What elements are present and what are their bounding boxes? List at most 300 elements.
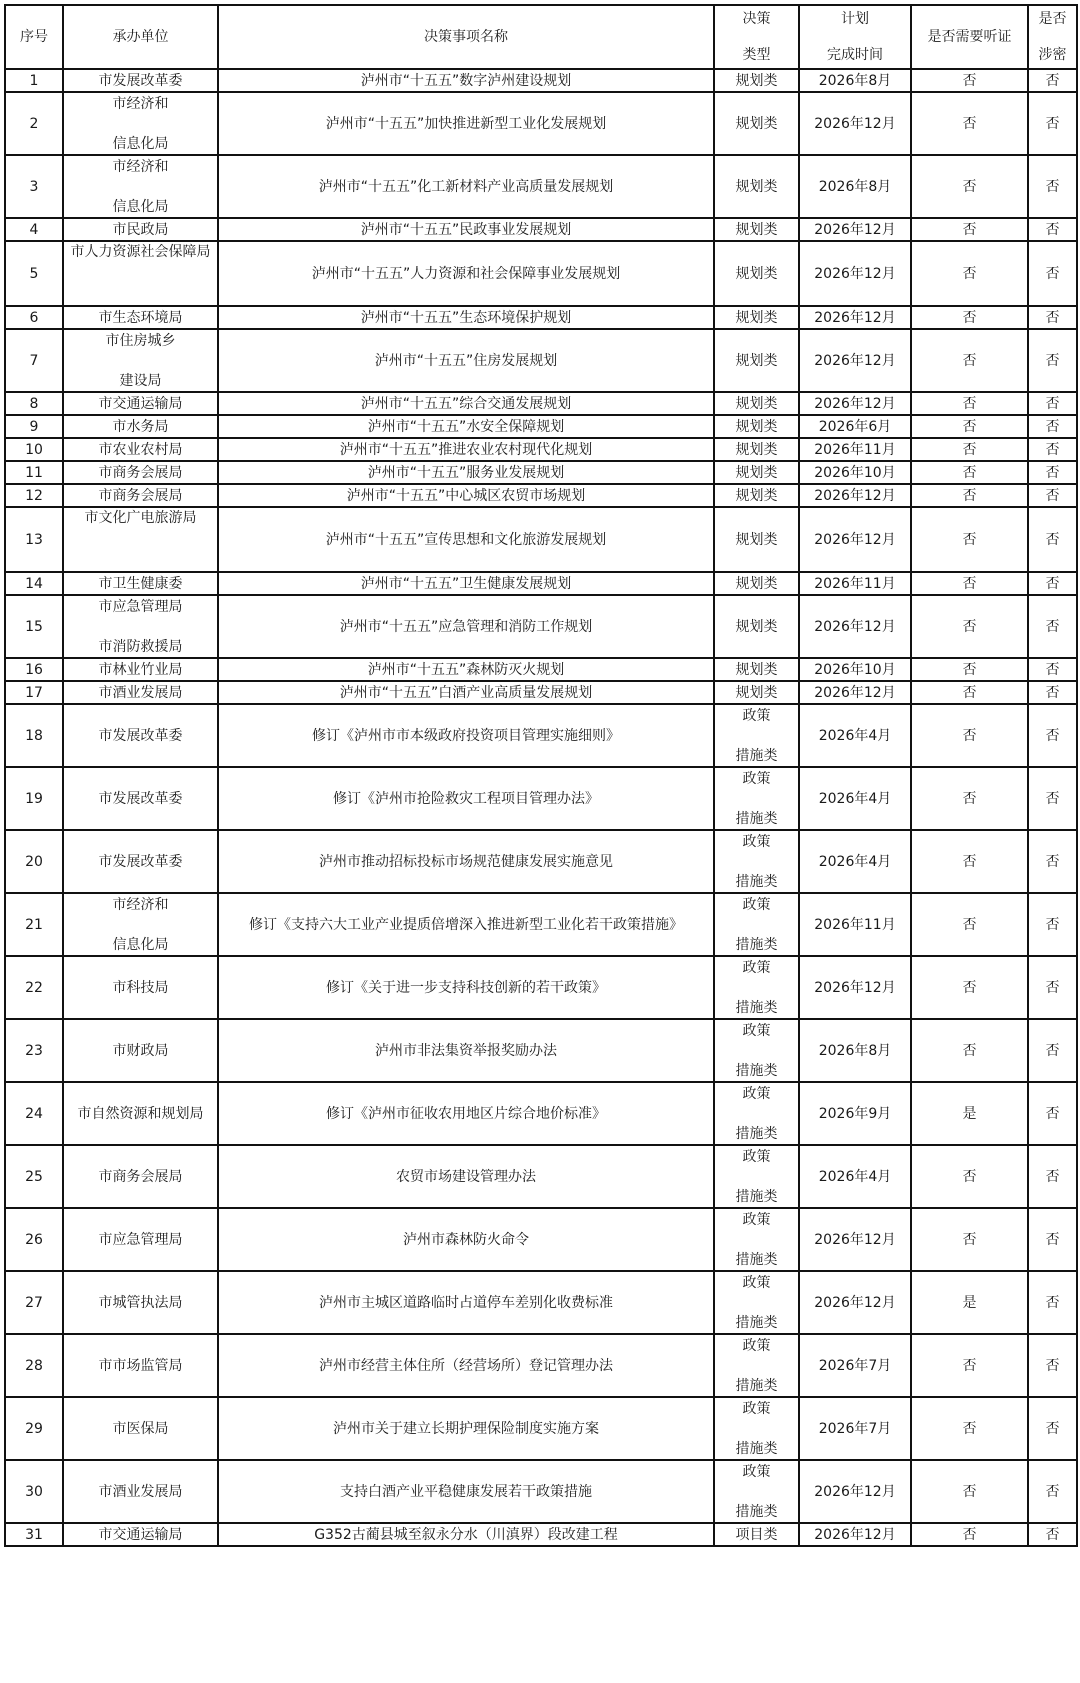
cell-type bbox=[714, 438, 799, 461]
cell-planned-date: 2026年12月 bbox=[799, 1460, 911, 1523]
type-line: 措施类 bbox=[735, 1314, 778, 1331]
cell-seq: 7 bbox=[5, 329, 63, 392]
type-line: 规划类 bbox=[735, 618, 778, 635]
unit-line: 市卫生健康委 bbox=[98, 575, 183, 592]
cell-unit bbox=[63, 461, 218, 484]
cell-seq: 12 bbox=[5, 484, 63, 507]
cell-decision-name: 农贸市场建设管理办法 bbox=[218, 1145, 714, 1208]
cell-type bbox=[714, 92, 799, 155]
cell-seq: 3 bbox=[5, 155, 63, 218]
cell-classified: 否 bbox=[1028, 830, 1077, 893]
cell-decision-name: 泸州市“十五五”住房发展规划 bbox=[218, 329, 714, 392]
cell-decision-name: 泸州市“十五五”中心城区农贸市场规划 bbox=[218, 484, 714, 507]
table-row bbox=[5, 1334, 1077, 1397]
cell-planned-date: 2026年12月 bbox=[799, 1523, 911, 1546]
type-line: 政策 bbox=[742, 1085, 771, 1102]
type-line: 规划类 bbox=[735, 115, 778, 132]
cell-seq: 18 bbox=[5, 704, 63, 767]
unit-line: 市消防救援局 bbox=[98, 638, 183, 655]
unit-line: 市农业农村局 bbox=[98, 441, 183, 458]
header-date-line2: 完成时间 bbox=[827, 47, 883, 63]
cell-hearing-required: 否 bbox=[911, 1334, 1028, 1397]
unit-line: 市经济和 bbox=[112, 95, 169, 112]
type-line: 政策 bbox=[742, 959, 771, 976]
cell-type bbox=[714, 507, 799, 572]
unit-line: 市林业竹业局 bbox=[98, 661, 183, 678]
cell-type bbox=[714, 1271, 799, 1334]
cell-classified: 否 bbox=[1028, 461, 1077, 484]
table-row bbox=[5, 1082, 1077, 1145]
type-line: 政策 bbox=[742, 1400, 771, 1417]
cell-seq: 16 bbox=[5, 658, 63, 681]
cell-hearing-required: 是 bbox=[911, 1271, 1028, 1334]
cell-hearing-required: 否 bbox=[911, 392, 1028, 415]
type-line: 政策 bbox=[742, 833, 771, 850]
type-line: 政策 bbox=[742, 1148, 771, 1165]
cell-planned-date: 2026年7月 bbox=[799, 1334, 911, 1397]
cell-hearing-required: 否 bbox=[911, 218, 1028, 241]
type-line: 措施类 bbox=[735, 747, 778, 764]
cell-classified: 否 bbox=[1028, 1397, 1077, 1460]
header-name: 决策事项名称 bbox=[218, 5, 714, 69]
cell-decision-name: 修订《泸州市征收农用地区片综合地价标准》 bbox=[218, 1082, 714, 1145]
cell-planned-date: 2026年12月 bbox=[799, 306, 911, 329]
type-line: 措施类 bbox=[735, 999, 778, 1016]
cell-decision-name: 泸州市“十五五”加快推进新型工业化发展规划 bbox=[218, 92, 714, 155]
unit-line: 市科技局 bbox=[112, 979, 169, 996]
type-line: 措施类 bbox=[735, 936, 778, 953]
table-body bbox=[5, 69, 1077, 1546]
cell-seq: 30 bbox=[5, 1460, 63, 1523]
type-line: 措施类 bbox=[735, 1503, 778, 1520]
table-row bbox=[5, 92, 1077, 155]
cell-classified: 否 bbox=[1028, 507, 1077, 572]
cell-type bbox=[714, 484, 799, 507]
cell-decision-name: 修订《关于进一步支持科技创新的若干政策》 bbox=[218, 956, 714, 1019]
cell-unit bbox=[63, 767, 218, 830]
type-line: 规划类 bbox=[735, 352, 778, 369]
cell-planned-date: 2026年8月 bbox=[799, 1019, 911, 1082]
cell-hearing-required: 否 bbox=[911, 830, 1028, 893]
cell-seq: 13 bbox=[5, 507, 63, 572]
cell-type bbox=[714, 1460, 799, 1523]
type-line: 规划类 bbox=[735, 441, 778, 458]
cell-unit bbox=[63, 241, 218, 306]
cell-seq: 10 bbox=[5, 438, 63, 461]
cell-type bbox=[714, 1208, 799, 1271]
unit-line: 市交通运输局 bbox=[98, 1526, 183, 1543]
cell-hearing-required: 否 bbox=[911, 415, 1028, 438]
unit-line: 市文化广电旅游局 bbox=[84, 510, 197, 526]
cell-classified: 否 bbox=[1028, 595, 1077, 658]
type-line: 规划类 bbox=[735, 309, 778, 326]
type-line: 规划类 bbox=[735, 418, 778, 435]
cell-seq: 24 bbox=[5, 1082, 63, 1145]
table-row bbox=[5, 704, 1077, 767]
cell-type bbox=[714, 767, 799, 830]
cell-hearing-required: 否 bbox=[911, 461, 1028, 484]
table-row bbox=[5, 306, 1077, 329]
cell-decision-name: G352古蔺县城至叙永分水（川滇界）段改建工程 bbox=[218, 1523, 714, 1546]
cell-hearing-required: 否 bbox=[911, 704, 1028, 767]
cell-seq: 22 bbox=[5, 956, 63, 1019]
unit-line: 信息化局 bbox=[112, 198, 169, 215]
cell-classified: 否 bbox=[1028, 1460, 1077, 1523]
unit-line: 市应急管理局 bbox=[98, 1231, 183, 1248]
cell-decision-name: 修订《泸州市市本级政府投资项目管理实施细则》 bbox=[218, 704, 714, 767]
table-row bbox=[5, 392, 1077, 415]
cell-decision-name: 泸州市“十五五”生态环境保护规划 bbox=[218, 306, 714, 329]
type-line: 措施类 bbox=[735, 873, 778, 890]
header-date bbox=[799, 5, 911, 69]
cell-hearing-required: 否 bbox=[911, 1460, 1028, 1523]
cell-hearing-required: 否 bbox=[911, 767, 1028, 830]
unit-line: 市交通运输局 bbox=[98, 395, 183, 412]
cell-classified: 否 bbox=[1028, 92, 1077, 155]
type-line: 政策 bbox=[742, 707, 771, 724]
cell-unit bbox=[63, 392, 218, 415]
cell-classified: 否 bbox=[1028, 893, 1077, 956]
cell-planned-date: 2026年11月 bbox=[799, 438, 911, 461]
cell-hearing-required: 否 bbox=[911, 507, 1028, 572]
cell-type bbox=[714, 69, 799, 92]
cell-type bbox=[714, 1082, 799, 1145]
header-type-line2: 类型 bbox=[742, 47, 771, 63]
cell-type bbox=[714, 241, 799, 306]
cell-seq: 26 bbox=[5, 1208, 63, 1271]
header-hearing: 是否需要听证 bbox=[911, 5, 1028, 69]
cell-hearing-required: 否 bbox=[911, 1208, 1028, 1271]
cell-planned-date: 2026年8月 bbox=[799, 69, 911, 92]
cell-seq: 4 bbox=[5, 218, 63, 241]
cell-classified: 否 bbox=[1028, 1145, 1077, 1208]
cell-planned-date: 2026年4月 bbox=[799, 767, 911, 830]
cell-decision-name: 泸州市推动招标投标市场规范健康发展实施意见 bbox=[218, 830, 714, 893]
cell-hearing-required: 否 bbox=[911, 893, 1028, 956]
cell-classified: 否 bbox=[1028, 572, 1077, 595]
type-line: 政策 bbox=[742, 770, 771, 787]
cell-seq: 28 bbox=[5, 1334, 63, 1397]
table-row bbox=[5, 572, 1077, 595]
type-line: 规划类 bbox=[735, 464, 778, 481]
cell-decision-name: 泸州市主城区道路临时占道停车差别化收费标准 bbox=[218, 1271, 714, 1334]
header-secret-line1: 是否 bbox=[1038, 11, 1067, 27]
cell-unit bbox=[63, 1271, 218, 1334]
cell-classified: 否 bbox=[1028, 306, 1077, 329]
cell-seq: 23 bbox=[5, 1019, 63, 1082]
cell-classified: 否 bbox=[1028, 767, 1077, 830]
cell-planned-date: 2026年12月 bbox=[799, 507, 911, 572]
cell-unit bbox=[63, 1334, 218, 1397]
unit-line: 市商务会展局 bbox=[98, 487, 183, 504]
cell-planned-date: 2026年12月 bbox=[799, 595, 911, 658]
cell-seq: 1 bbox=[5, 69, 63, 92]
cell-hearing-required: 否 bbox=[911, 956, 1028, 1019]
unit-line: 市发展改革委 bbox=[98, 72, 183, 89]
unit-line: 建设局 bbox=[119, 372, 162, 389]
cell-seq: 11 bbox=[5, 461, 63, 484]
table-row bbox=[5, 415, 1077, 438]
type-line: 政策 bbox=[742, 1274, 771, 1291]
unit-line: 市人力资源社会保障局 bbox=[70, 244, 211, 260]
cell-decision-name: 泸州市“十五五”白酒产业高质量发展规划 bbox=[218, 681, 714, 704]
decision-items-table bbox=[4, 4, 1078, 1547]
table-row bbox=[5, 69, 1077, 92]
type-line: 措施类 bbox=[735, 1188, 778, 1205]
cell-planned-date: 2026年12月 bbox=[799, 681, 911, 704]
cell-classified: 否 bbox=[1028, 438, 1077, 461]
unit-line: 市财政局 bbox=[112, 1042, 169, 1059]
cell-planned-date: 2026年12月 bbox=[799, 329, 911, 392]
unit-line: 市住房城乡 bbox=[105, 332, 176, 349]
cell-hearing-required: 否 bbox=[911, 241, 1028, 306]
type-line: 规划类 bbox=[735, 575, 778, 592]
table-row bbox=[5, 595, 1077, 658]
cell-classified: 否 bbox=[1028, 218, 1077, 241]
cell-decision-name: 泸州市“十五五”森林防灭火规划 bbox=[218, 658, 714, 681]
cell-unit bbox=[63, 704, 218, 767]
type-line: 措施类 bbox=[735, 1440, 778, 1457]
type-line: 政策 bbox=[742, 1211, 771, 1228]
cell-decision-name: 泸州市“十五五”应急管理和消防工作规划 bbox=[218, 595, 714, 658]
cell-unit bbox=[63, 69, 218, 92]
cell-decision-name: 泸州市“十五五”人力资源和社会保障事业发展规划 bbox=[218, 241, 714, 306]
cell-unit bbox=[63, 155, 218, 218]
cell-classified: 否 bbox=[1028, 241, 1077, 306]
cell-seq: 31 bbox=[5, 1523, 63, 1546]
table-row bbox=[5, 155, 1077, 218]
cell-type bbox=[714, 830, 799, 893]
cell-hearing-required: 否 bbox=[911, 658, 1028, 681]
header-date-line1: 计划 bbox=[841, 11, 869, 27]
type-line: 规划类 bbox=[735, 531, 778, 548]
type-line: 规划类 bbox=[735, 265, 778, 282]
type-line: 措施类 bbox=[735, 1377, 778, 1394]
cell-type bbox=[714, 1145, 799, 1208]
unit-line: 市自然资源和规划局 bbox=[77, 1105, 204, 1122]
cell-unit bbox=[63, 306, 218, 329]
type-line: 规划类 bbox=[735, 178, 778, 195]
header-row bbox=[5, 5, 1077, 69]
cell-classified: 否 bbox=[1028, 155, 1077, 218]
cell-classified: 否 bbox=[1028, 1019, 1077, 1082]
table-row bbox=[5, 893, 1077, 956]
cell-planned-date: 2026年12月 bbox=[799, 218, 911, 241]
table-row bbox=[5, 1208, 1077, 1271]
type-line: 规划类 bbox=[735, 221, 778, 238]
cell-unit bbox=[63, 1082, 218, 1145]
cell-hearing-required: 否 bbox=[911, 329, 1028, 392]
table-row bbox=[5, 1271, 1077, 1334]
cell-hearing-required: 否 bbox=[911, 69, 1028, 92]
cell-planned-date: 2026年11月 bbox=[799, 893, 911, 956]
header-secret bbox=[1028, 5, 1077, 69]
cell-planned-date: 2026年12月 bbox=[799, 92, 911, 155]
cell-hearing-required: 否 bbox=[911, 1397, 1028, 1460]
unit-line: 市酒业发展局 bbox=[98, 1483, 183, 1500]
cell-type bbox=[714, 306, 799, 329]
type-line: 措施类 bbox=[735, 1062, 778, 1079]
cell-type bbox=[714, 415, 799, 438]
cell-seq: 17 bbox=[5, 681, 63, 704]
unit-line: 市水务局 bbox=[112, 418, 169, 435]
header-seq: 序号 bbox=[5, 5, 63, 69]
cell-type bbox=[714, 704, 799, 767]
type-line: 措施类 bbox=[735, 810, 778, 827]
cell-decision-name: 修订《支持六大工业产业提质倍增深入推进新型工业化若干政策措施》 bbox=[218, 893, 714, 956]
cell-planned-date: 2026年12月 bbox=[799, 1208, 911, 1271]
unit-line: 市发展改革委 bbox=[98, 727, 183, 744]
cell-unit bbox=[63, 1145, 218, 1208]
cell-decision-name: 修订《泸州市抢险救灾工程项目管理办法》 bbox=[218, 767, 714, 830]
cell-hearing-required: 否 bbox=[911, 484, 1028, 507]
cell-type bbox=[714, 1019, 799, 1082]
cell-decision-name: 泸州市“十五五”化工新材料产业高质量发展规划 bbox=[218, 155, 714, 218]
table-row bbox=[5, 1460, 1077, 1523]
unit-line: 市民政局 bbox=[112, 221, 169, 238]
cell-hearing-required: 否 bbox=[911, 595, 1028, 658]
unit-line: 信息化局 bbox=[112, 135, 169, 152]
cell-planned-date: 2026年4月 bbox=[799, 704, 911, 767]
cell-decision-name: 泸州市“十五五”卫生健康发展规划 bbox=[218, 572, 714, 595]
type-line: 政策 bbox=[742, 896, 771, 913]
cell-unit bbox=[63, 484, 218, 507]
unit-line: 市商务会展局 bbox=[98, 464, 183, 481]
cell-classified: 否 bbox=[1028, 1523, 1077, 1546]
cell-seq: 20 bbox=[5, 830, 63, 893]
table-row bbox=[5, 767, 1077, 830]
cell-planned-date: 2026年7月 bbox=[799, 1397, 911, 1460]
cell-planned-date: 2026年9月 bbox=[799, 1082, 911, 1145]
cell-unit bbox=[63, 1019, 218, 1082]
table-row bbox=[5, 484, 1077, 507]
cell-decision-name: 泸州市“十五五”服务业发展规划 bbox=[218, 461, 714, 484]
cell-type bbox=[714, 893, 799, 956]
cell-classified: 否 bbox=[1028, 704, 1077, 767]
cell-hearing-required: 否 bbox=[911, 1145, 1028, 1208]
cell-planned-date: 2026年12月 bbox=[799, 241, 911, 306]
cell-decision-name: 支持白酒产业平稳健康发展若干政策措施 bbox=[218, 1460, 714, 1523]
cell-unit bbox=[63, 507, 218, 572]
cell-unit bbox=[63, 658, 218, 681]
cell-hearing-required: 否 bbox=[911, 92, 1028, 155]
unit-line: 市经济和 bbox=[112, 896, 169, 913]
cell-type bbox=[714, 461, 799, 484]
cell-seq: 9 bbox=[5, 415, 63, 438]
table-row bbox=[5, 438, 1077, 461]
table-row bbox=[5, 461, 1077, 484]
table-row bbox=[5, 681, 1077, 704]
unit-line: 市应急管理局 bbox=[98, 598, 183, 615]
type-line: 政策 bbox=[742, 1463, 771, 1480]
cell-classified: 否 bbox=[1028, 658, 1077, 681]
type-line: 规划类 bbox=[735, 684, 778, 701]
cell-classified: 否 bbox=[1028, 1334, 1077, 1397]
unit-line: 信息化局 bbox=[112, 936, 169, 953]
cell-unit bbox=[63, 595, 218, 658]
cell-decision-name: 泸州市“十五五”综合交通发展规划 bbox=[218, 392, 714, 415]
cell-decision-name: 泸州市森林防火命令 bbox=[218, 1208, 714, 1271]
unit-line: 市发展改革委 bbox=[98, 853, 183, 870]
unit-line: 市医保局 bbox=[112, 1420, 169, 1437]
cell-decision-name: 泸州市“十五五”宣传思想和文化旅游发展规划 bbox=[218, 507, 714, 572]
cell-decision-name: 泸州市经营主体住所（经营场所）登记管理办法 bbox=[218, 1334, 714, 1397]
table-row bbox=[5, 241, 1077, 306]
cell-seq: 8 bbox=[5, 392, 63, 415]
cell-seq: 2 bbox=[5, 92, 63, 155]
table-row bbox=[5, 658, 1077, 681]
cell-seq: 15 bbox=[5, 595, 63, 658]
cell-type bbox=[714, 1397, 799, 1460]
cell-unit bbox=[63, 1523, 218, 1546]
cell-type bbox=[714, 392, 799, 415]
cell-type bbox=[714, 1334, 799, 1397]
unit-line: 市商务会展局 bbox=[98, 1168, 183, 1185]
cell-decision-name: 泸州市“十五五”民政事业发展规划 bbox=[218, 218, 714, 241]
header-type-line1: 决策 bbox=[742, 11, 771, 27]
cell-decision-name: 泸州市“十五五”数字泸州建设规划 bbox=[218, 69, 714, 92]
cell-unit bbox=[63, 218, 218, 241]
cell-planned-date: 2026年4月 bbox=[799, 1145, 911, 1208]
cell-classified: 否 bbox=[1028, 1271, 1077, 1334]
cell-planned-date: 2026年10月 bbox=[799, 658, 911, 681]
header-secret-line2: 涉密 bbox=[1038, 47, 1067, 63]
cell-type bbox=[714, 956, 799, 1019]
cell-type bbox=[714, 681, 799, 704]
table-row bbox=[5, 507, 1077, 572]
header-unit: 承办单位 bbox=[63, 5, 218, 69]
cell-classified: 否 bbox=[1028, 415, 1077, 438]
cell-seq: 21 bbox=[5, 893, 63, 956]
cell-type bbox=[714, 155, 799, 218]
cell-unit bbox=[63, 92, 218, 155]
cell-type bbox=[714, 572, 799, 595]
cell-planned-date: 2026年12月 bbox=[799, 956, 911, 1019]
cell-type bbox=[714, 329, 799, 392]
table-row bbox=[5, 830, 1077, 893]
cell-hearing-required: 否 bbox=[911, 155, 1028, 218]
cell-hearing-required: 否 bbox=[911, 438, 1028, 461]
cell-decision-name: 泸州市关于建立长期护理保险制度实施方案 bbox=[218, 1397, 714, 1460]
cell-unit bbox=[63, 415, 218, 438]
cell-type bbox=[714, 595, 799, 658]
type-line: 项目类 bbox=[735, 1526, 778, 1543]
table-row bbox=[5, 218, 1077, 241]
cell-planned-date: 2026年6月 bbox=[799, 415, 911, 438]
type-line: 规划类 bbox=[735, 72, 778, 89]
type-line: 政策 bbox=[742, 1337, 771, 1354]
cell-classified: 否 bbox=[1028, 1082, 1077, 1145]
type-line: 政策 bbox=[742, 1022, 771, 1039]
type-line: 规划类 bbox=[735, 487, 778, 504]
cell-decision-name: 泸州市“十五五”水安全保障规划 bbox=[218, 415, 714, 438]
cell-type bbox=[714, 1523, 799, 1546]
cell-seq: 29 bbox=[5, 1397, 63, 1460]
unit-line: 市城管执法局 bbox=[98, 1294, 183, 1311]
unit-line: 市发展改革委 bbox=[98, 790, 183, 807]
type-line: 规划类 bbox=[735, 661, 778, 678]
cell-unit bbox=[63, 893, 218, 956]
cell-seq: 14 bbox=[5, 572, 63, 595]
cell-planned-date: 2026年4月 bbox=[799, 830, 911, 893]
unit-line: 市市场监管局 bbox=[98, 1357, 183, 1374]
table-row bbox=[5, 1523, 1077, 1546]
cell-classified: 否 bbox=[1028, 69, 1077, 92]
cell-classified: 否 bbox=[1028, 1208, 1077, 1271]
table-row bbox=[5, 1019, 1077, 1082]
cell-unit bbox=[63, 830, 218, 893]
header-type bbox=[714, 5, 799, 69]
